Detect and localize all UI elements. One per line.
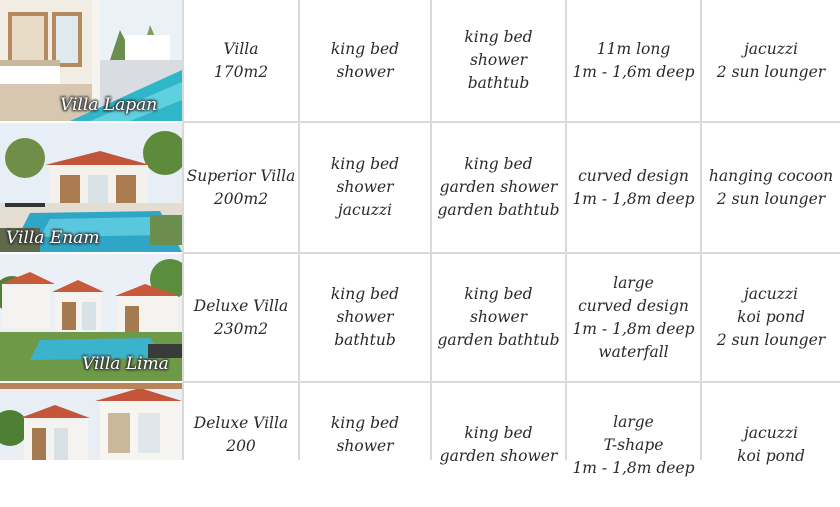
bathroom-cell — [432, 123, 565, 252]
cell-line: 200 — [226, 437, 256, 455]
extras-cell — [702, 0, 840, 121]
cell-line: koi pond — [737, 447, 805, 465]
cell-line: shower — [336, 62, 394, 81]
cell-line: jacuzzi — [743, 39, 798, 58]
cell-line: Deluxe Villa — [193, 414, 289, 432]
extras-cell — [702, 254, 840, 381]
cell-line: king bed — [330, 414, 400, 432]
villa-photo — [0, 383, 182, 460]
cell-line: koi pond — [737, 308, 805, 326]
pool-cell — [567, 383, 700, 507]
cell-line: shower — [469, 308, 528, 326]
cell-line: 11m long — [596, 39, 671, 58]
cell-line: bathtub — [467, 74, 530, 92]
cell-line: king bed — [330, 39, 400, 58]
villa-photo-label: Villa Lima — [82, 354, 169, 374]
bedroom-cell — [300, 383, 430, 487]
cell-line: 200m2 — [213, 189, 269, 208]
cell-line: waterfall — [598, 342, 669, 361]
cell-line: 170m2 — [213, 62, 269, 81]
cell-line: curved design — [578, 296, 689, 315]
cell-line: garden shower — [439, 447, 558, 465]
cell-line: 1m - 1,8m deep — [572, 319, 695, 338]
cell-line: 230m2 — [213, 319, 269, 338]
cell-line: garden shower — [439, 178, 558, 196]
villa-type-cell — [184, 383, 298, 487]
cell-line: 1m - 1,8m deep — [572, 458, 695, 477]
cell-line: king bed — [330, 285, 400, 303]
cell-line: shower — [336, 308, 394, 326]
cell-line: Villa — [223, 39, 259, 58]
cell-line: Deluxe Villa — [193, 296, 289, 315]
cell-line: king bed — [464, 155, 533, 173]
cell-line: garden bathtub — [437, 201, 560, 219]
villa-type-cell — [184, 123, 298, 252]
cell-line: king bed — [330, 155, 400, 173]
cell-line: 1m - 1,8m deep — [572, 189, 695, 208]
pool-cell — [567, 123, 700, 252]
pool-cell — [567, 254, 700, 381]
pool-cell — [567, 0, 700, 121]
cell-line: garden bathtub — [437, 331, 560, 349]
bathroom-cell — [432, 0, 565, 121]
cell-line: large — [613, 273, 654, 292]
cell-line: T-shape — [603, 435, 664, 454]
bedroom-cell — [300, 254, 430, 381]
cell-line: shower — [469, 51, 528, 69]
villa-lapan-photo — [0, 0, 182, 121]
cell-line: 2 sun lounger — [716, 189, 826, 208]
bathroom-cell — [432, 383, 565, 507]
bedroom-cell — [300, 0, 430, 121]
villa-type-cell — [184, 0, 298, 121]
cell-line: large — [613, 412, 654, 431]
extras-cell — [702, 123, 840, 252]
extras-cell — [702, 383, 840, 507]
cell-line: 2 sun lounger — [716, 62, 826, 81]
cell-line: jacuzzi — [743, 424, 798, 442]
villa-photo-label: Villa Lapan — [60, 95, 158, 115]
cell-line: curved design — [578, 166, 689, 185]
cell-line: jacuzzi — [743, 285, 798, 303]
cell-line: jacuzzi — [337, 201, 392, 219]
cell-line: Superior Villa — [186, 166, 296, 185]
cell-line: 1m - 1,6m deep — [572, 62, 695, 81]
bedroom-cell — [300, 123, 430, 252]
cell-line: shower — [336, 437, 394, 455]
cell-line: bathtub — [334, 331, 396, 349]
cell-line: shower — [336, 178, 394, 196]
villa-enam-photo — [0, 123, 182, 252]
cell-line: king bed — [464, 424, 533, 442]
villa-photo-label: Villa Enam — [6, 228, 100, 248]
cell-line: 2 sun lounger — [716, 331, 826, 349]
villa-lima-photo — [0, 254, 182, 381]
bathroom-cell — [432, 254, 565, 381]
cell-line: hanging cocoon — [708, 166, 834, 185]
cell-line: king bed — [464, 28, 533, 46]
villa-type-cell — [184, 254, 298, 381]
cell-line: king bed — [464, 285, 533, 303]
